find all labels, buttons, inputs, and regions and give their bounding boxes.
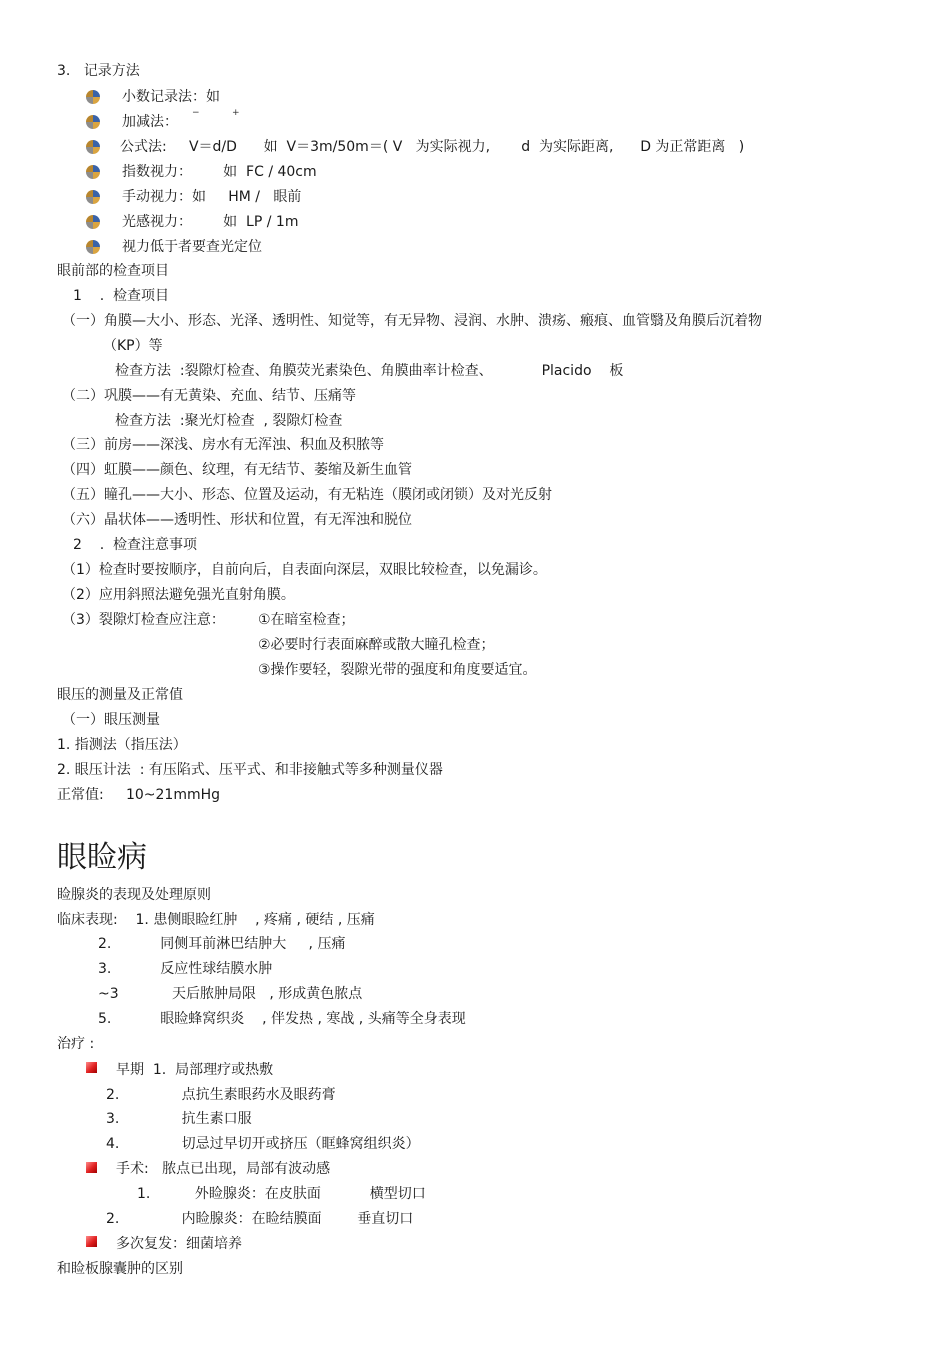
bullet-disc-icon [86, 190, 100, 204]
bullet-disc-icon [86, 90, 100, 104]
anterior-note-1: （1）检查时要按顺序，自前向后，自表面向深层，双眼比较检查，以免漏诊。 [62, 562, 547, 578]
treatment-early-1: 早期 1. 局部理疗或热敷 [116, 1062, 274, 1078]
bullet-disc-icon [86, 165, 100, 179]
iop-line-tonometer: 2. 眼压计法 : 有压陷式、压平式、和非接触式等多种测量仪器 [57, 762, 443, 778]
anterior-line-iris: （四）虹膜——颜色、纹理，有无结节、萎缩及新生血管 [62, 462, 412, 478]
bullet-square-icon [86, 1062, 97, 1073]
anterior-note-3c: ③操作要轻，裂隙光带的强度和角度要适宜。 [258, 662, 537, 678]
anterior-note-3: （3）裂隙灯检查应注意： [62, 612, 225, 628]
treatment-early-2: 2. 点抗生素眼药水及眼药膏 [106, 1087, 336, 1103]
treatment-label: 治疗 : [57, 1036, 95, 1052]
eyelid-disease-title: 眼睑病 [57, 840, 147, 875]
anterior-note-3a: ①在暗室检查； [258, 612, 355, 628]
record-item-plusminus: 加减法： [122, 114, 178, 130]
anterior-note-3b: ②必要时行表面麻醉或散大瞳孔检查； [258, 637, 495, 653]
bullet-square-icon [86, 1162, 97, 1173]
anterior-line-cornea-kp: （KP）等 [103, 338, 163, 354]
iop-title: 眼压的测量及正常值 [57, 687, 183, 703]
record-item-formula: 公式法: V＝d/D 如 V＝3m/50m＝( V 为实际视力, d 为实际距离, D 为正常距离 ) [120, 139, 745, 155]
treatment-recurrent: 多次复发：细菌培养 [116, 1236, 242, 1252]
plus-mark: + [232, 108, 240, 118]
anterior-line-sclera-method: 检查方法 :聚光灯检查 , 裂隙灯检查 [115, 413, 343, 429]
anterior-exam-title: 眼前部的检查项目 [57, 263, 169, 279]
bullet-disc-icon [86, 215, 100, 229]
anterior-sub-heading-1: 1 . 检查项目 [73, 288, 170, 304]
iop-line-normal: 正常值: 10~21mmHg [57, 787, 221, 803]
record-item-hand-motion: 手动视力：如 HM / 眼前 [122, 189, 302, 205]
record-item-light-projection: 视力低于者要查光定位 [122, 239, 262, 255]
record-item-light-perception: 光感视力： 如 LP / 1m [122, 214, 299, 230]
anterior-line-lens: （六）晶状体——透明性、形状和位置，有无浑浊和脱位 [62, 512, 412, 528]
treatment-surgery: 手术: 脓点已出现，局部有波动感 [116, 1161, 331, 1177]
anterior-sub-heading-2: 2 . 检查注意事项 [73, 537, 198, 553]
treatment-surgery-external: 1. 外睑腺炎：在皮肤面 横型切口 [137, 1186, 426, 1202]
anterior-line-pupil: （五）瞳孔——大小、形态、位置及运动，有无粘连（膜闭或闭锁）及对光反射 [62, 487, 552, 503]
clinical-line-3: 3. 反应性球结膜水肿 [98, 961, 273, 977]
iop-line-measure: （一）眼压测量 [62, 712, 160, 728]
anterior-note-2: （2）应用斜照法避免强光直射角膜。 [62, 587, 295, 603]
bullet-disc-icon [86, 140, 100, 154]
treatment-early-3: 3. 抗生素口服 [106, 1111, 252, 1127]
minus-mark: − [192, 108, 200, 118]
hordeolum-subtitle: 睑腺炎的表现及处理原则 [57, 887, 211, 903]
bullet-square-icon [86, 1236, 97, 1247]
chalazion-difference-heading: 和睑板腺囊肿的区别 [57, 1261, 183, 1277]
anterior-line-cornea-method: 检查方法 :裂隙灯检查、角膜荧光素染色、角膜曲率计检查、 Placido 板 [115, 363, 624, 379]
record-method-heading: 3. 记录方法 [57, 63, 140, 79]
bullet-disc-icon [86, 115, 100, 129]
record-item-finger-count: 指数视力： 如 FC / 40cm [122, 164, 317, 180]
treatment-surgery-internal: 2. 内睑腺炎：在睑结膜面 垂直切口 [106, 1211, 414, 1227]
treatment-early-4: 4. 切忌过早切开或挤压（眶蜂窝组织炎） [106, 1136, 420, 1152]
record-item-decimal: 小数记录法：如 [122, 89, 220, 105]
clinical-line-4: ~3 天后脓肿局限 , 形成黄色脓点 [98, 986, 363, 1002]
clinical-line-2: 2. 同侧耳前淋巴结肿大 , 压痛 [98, 936, 346, 952]
anterior-line-cornea: （一）角膜—大小、形态、光泽、透明性、知觉等，有无异物、浸润、水肿、溃疡、瘢痕、血管翳及角膜后沉着物 [62, 313, 762, 329]
iop-line-digital: 1. 指测法（指压法） [57, 737, 187, 753]
anterior-line-sclera: （二）巩膜——有无黄染、充血、结节、压痛等 [62, 388, 356, 404]
anterior-line-chamber: （三）前房——深浅、房水有无浑浊、积血及积脓等 [62, 437, 384, 453]
bullet-disc-icon [86, 240, 100, 254]
clinical-line-1: 临床表现: 1. 患侧眼睑红肿 , 疼痛 , 硬结 , 压痛 [57, 912, 375, 928]
clinical-line-5: 5. 眼睑蜂窝织炎 , 伴发热 , 寒战 , 头痛等全身表现 [98, 1011, 466, 1027]
